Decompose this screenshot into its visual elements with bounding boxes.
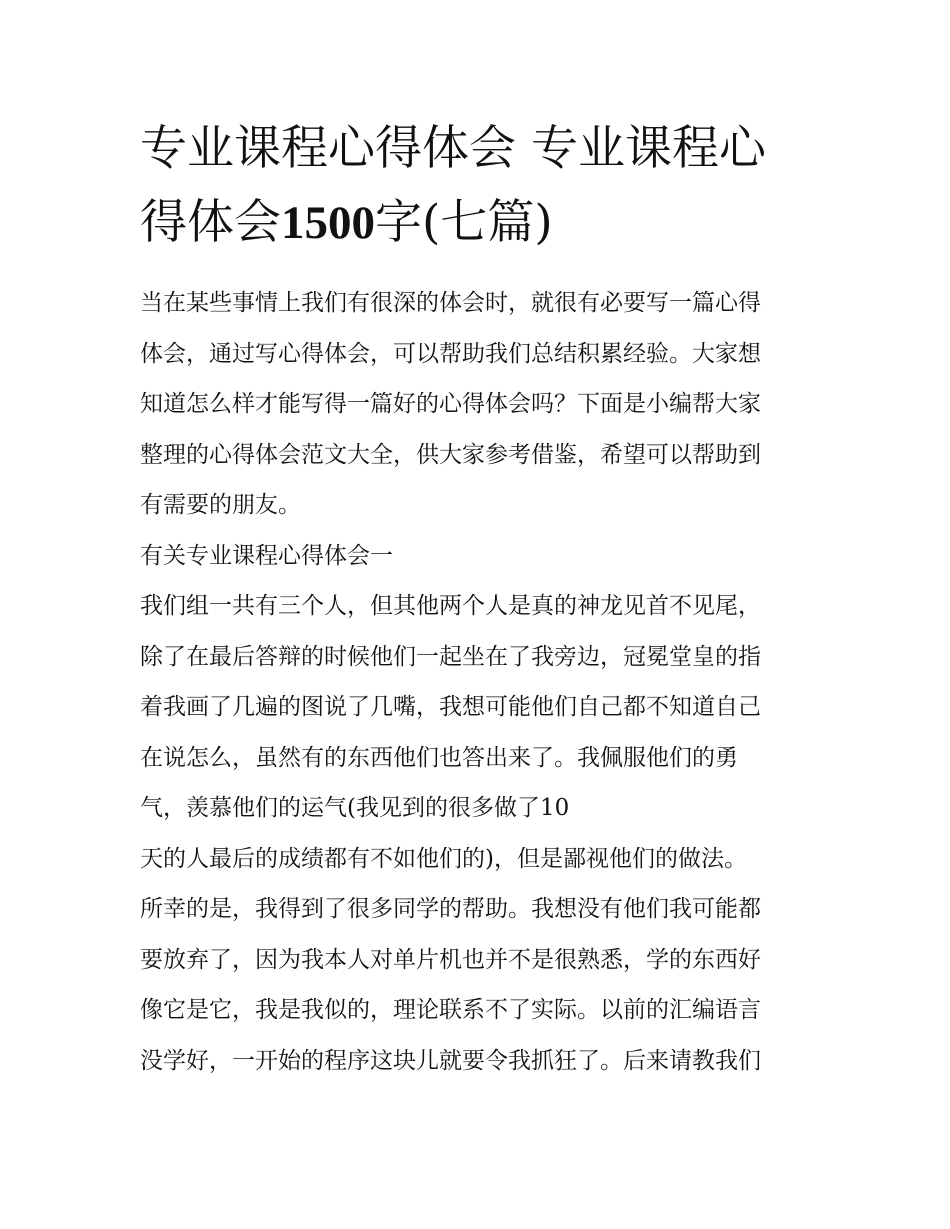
- body-line: 我们组一共有三个人，但其他两个人是真的神龙见首不见尾，: [140, 593, 761, 619]
- title-line-2: [140, 186, 820, 260]
- body-line: 没学好，一开始的程序这块儿就要令我抓狂了。后来请教我们: [140, 1047, 761, 1074]
- body-paragraph: [140, 581, 820, 1086]
- title-line-2-pre: 得体会: [140, 195, 281, 250]
- body-line: 所幸的是，我得到了很多同学的帮助。我想没有他们我可能都: [140, 896, 761, 922]
- document-page: [140, 112, 820, 1086]
- title-number: 1500: [281, 197, 375, 249]
- intro-line: 体会，通过写心得体会，可以帮助我们总结积累经验。大家想: [140, 340, 761, 367]
- body-line: 像它是它，我是我似的，理论联系不了实际。以前的汇编语言: [140, 997, 761, 1023]
- intro-line: 有需要的朋友。: [140, 492, 301, 518]
- intro-paragraph: [140, 278, 820, 531]
- title-line-1: 专业课程心得体会 专业课程心: [140, 121, 766, 176]
- section-heading: 有关专业课程心得体会一: [140, 542, 393, 569]
- title-line-2-post: 字(七篇): [375, 195, 553, 250]
- document-title: [140, 112, 820, 260]
- intro-line: 知道怎么样才能写得一篇好的心得体会吗？下面是小编帮大家: [140, 391, 761, 417]
- body-line: 着我画了几遍的图说了几嘴，我想可能他们自己都不知道自己: [140, 694, 761, 720]
- intro-line: 整理的心得体会范文大全，供大家参考借鉴，希望可以帮助到: [140, 441, 761, 468]
- body-line: 在说怎么，虽然有的东西他们也答出来了。我佩服他们的勇: [140, 744, 738, 771]
- body-line: 气，羡慕他们的运气(我见到的很多做了10: [140, 795, 570, 821]
- intro-line: 当在某些事情上我们有很深的体会时，就很有必要写一篇心得: [140, 290, 761, 316]
- body-line: 除了在最后答辩的时候他们一起坐在了我旁边，冠冕堂皇的指: [140, 643, 761, 670]
- body-line: 天的人最后的成绩都有不如他们的)，但是鄙视他们的做法。: [140, 845, 747, 872]
- body-line: 要放弃了，因为我本人对单片机也并不是很熟悉，学的东西好: [140, 946, 761, 973]
